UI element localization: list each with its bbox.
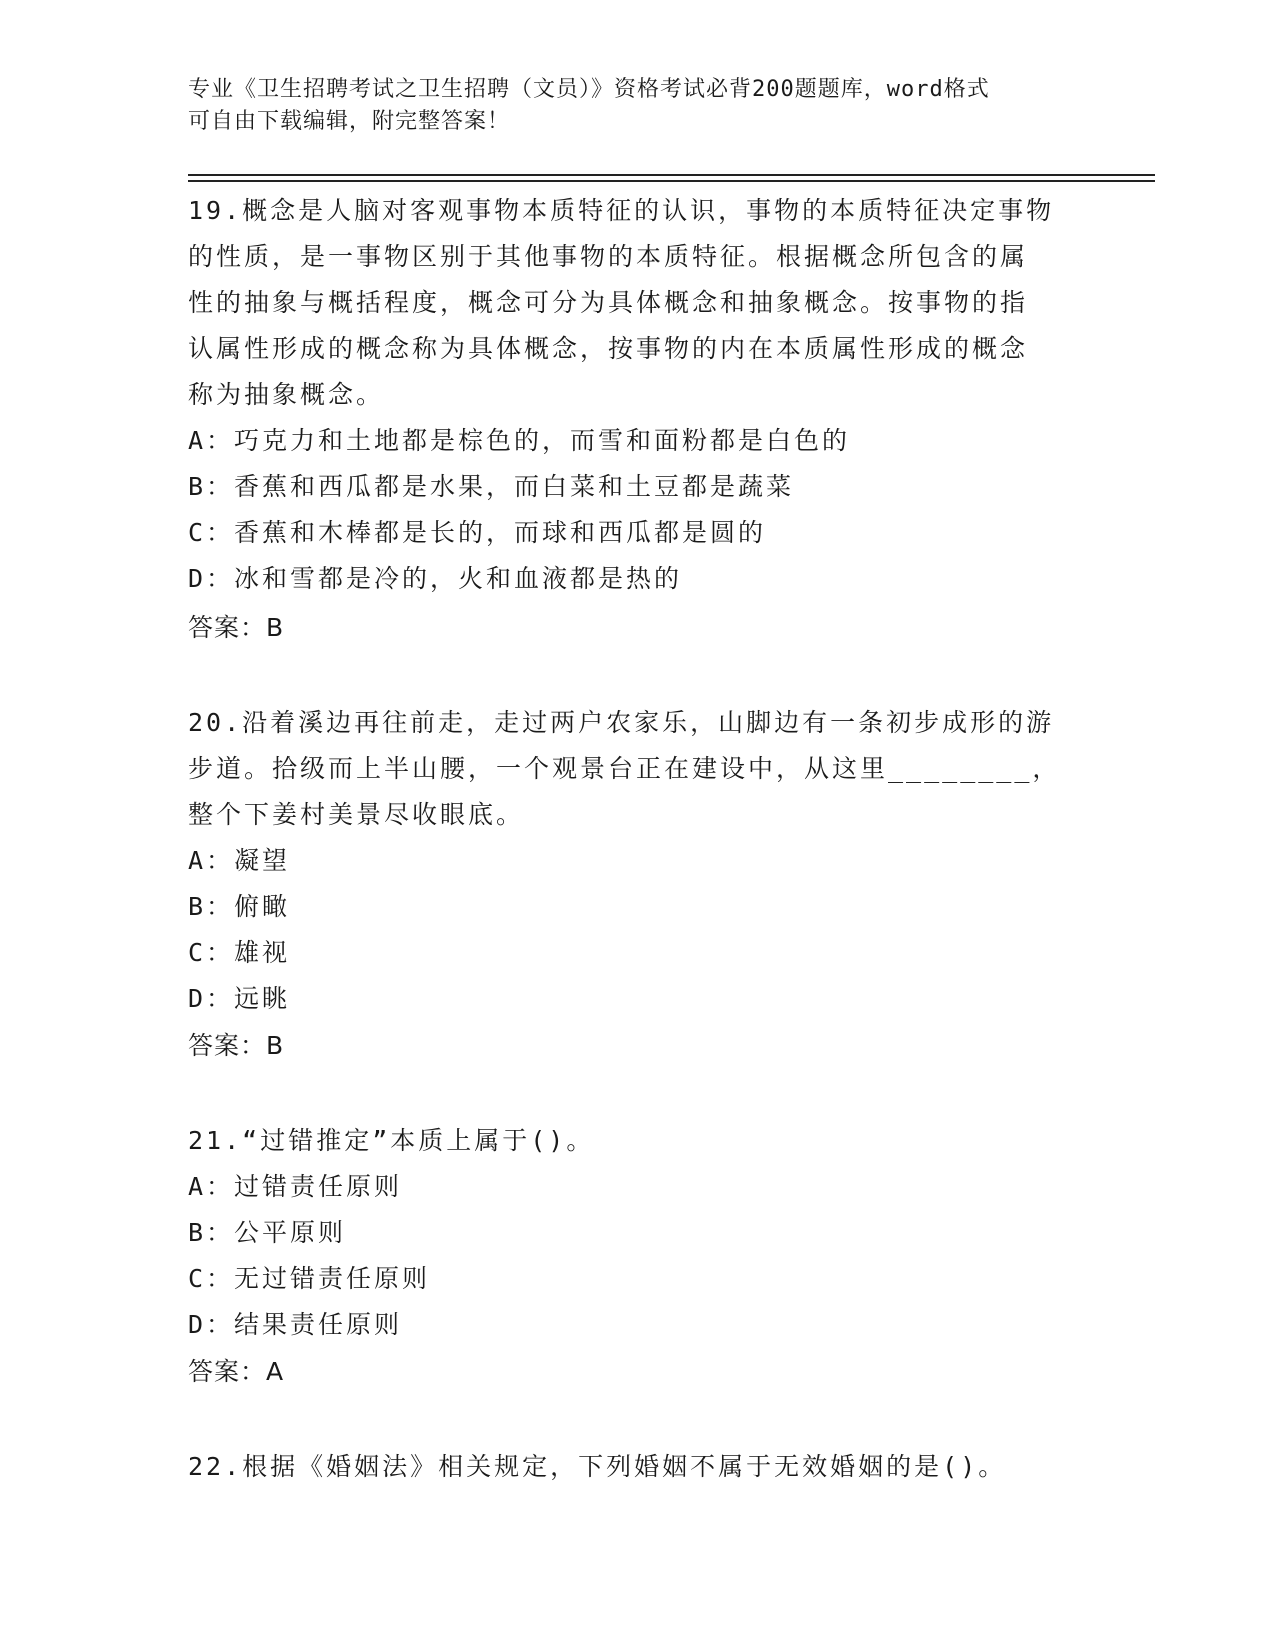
option-d: D：冰和雪都是冷的，火和血液都是热的 <box>188 564 683 593</box>
question-22 <box>188 1444 1088 1490</box>
question-stem-line: 的性质，是一事物区别于其他事物的本质特征。根据概念所包含的属 <box>188 242 1029 271</box>
option-b: B：俯瞰 <box>188 892 291 921</box>
option-c: C：香蕉和木棒都是长的，而球和西瓜都是圆的 <box>188 518 767 547</box>
option-a: A：过错责任原则 <box>188 1172 403 1201</box>
question-stem-line: 认属性形成的概念称为具体概念，按事物的内在本质属性形成的概念 <box>188 334 1029 363</box>
question-stem-line: 20.沿着溪边再往前走，走过两户农家乐，山脚边有一条初步成形的游 <box>188 708 1055 737</box>
answer-line: 答案：A <box>188 1357 285 1386</box>
question-19 <box>188 188 1088 652</box>
question-stem-line: 19.概念是人脑对客观事物本质特征的认识，事物的本质特征决定事物 <box>188 196 1055 225</box>
question-stem-line: 性的抽象与概括程度，概念可分为具体概念和抽象概念。按事物的指 <box>188 288 1029 317</box>
option-d: D：结果责任原则 <box>188 1310 403 1339</box>
option-c: C：无过错责任原则 <box>188 1264 431 1293</box>
question-20 <box>188 700 1088 1070</box>
option-a: A：巧克力和土地都是棕色的，而雪和面粉都是白色的 <box>188 426 851 455</box>
option-a: A：凝望 <box>188 846 291 875</box>
option-b: B：公平原则 <box>188 1218 347 1247</box>
answer-line: 答案：B <box>188 613 285 642</box>
answer-line: 答案：B <box>188 1031 285 1060</box>
header-line-2: 可自由下载编辑，附完整答案！ <box>188 109 511 134</box>
question-stem-line: 22.根据《婚姻法》相关规定，下列婚姻不属于无效婚姻的是()。 <box>188 1452 1007 1481</box>
question-stem-line: 21.“过错推定”本质上属于()。 <box>188 1126 595 1155</box>
header-line-1: 专业《卫生招聘考试之卫生招聘（文员）》资格考试必背200题题库，word格式 <box>188 77 990 102</box>
header-rule-bottom <box>188 180 1155 182</box>
option-c: C：雄视 <box>188 938 291 967</box>
question-list <box>188 188 1088 1538</box>
document-header <box>188 74 1088 138</box>
header-rule-top <box>188 174 1155 176</box>
question-stem-line: 步道。拾级而上半山腰，一个观景台正在建设中，从这里________， <box>188 754 1061 783</box>
option-b: B：香蕉和西瓜都是水果，而白菜和土豆都是蔬菜 <box>188 472 795 501</box>
question-stem-line: 称为抽象概念。 <box>188 380 385 409</box>
question-stem-line: 整个下姜村美景尽收眼底。 <box>188 800 525 829</box>
question-21 <box>188 1118 1088 1396</box>
option-d: D：远眺 <box>188 984 291 1013</box>
